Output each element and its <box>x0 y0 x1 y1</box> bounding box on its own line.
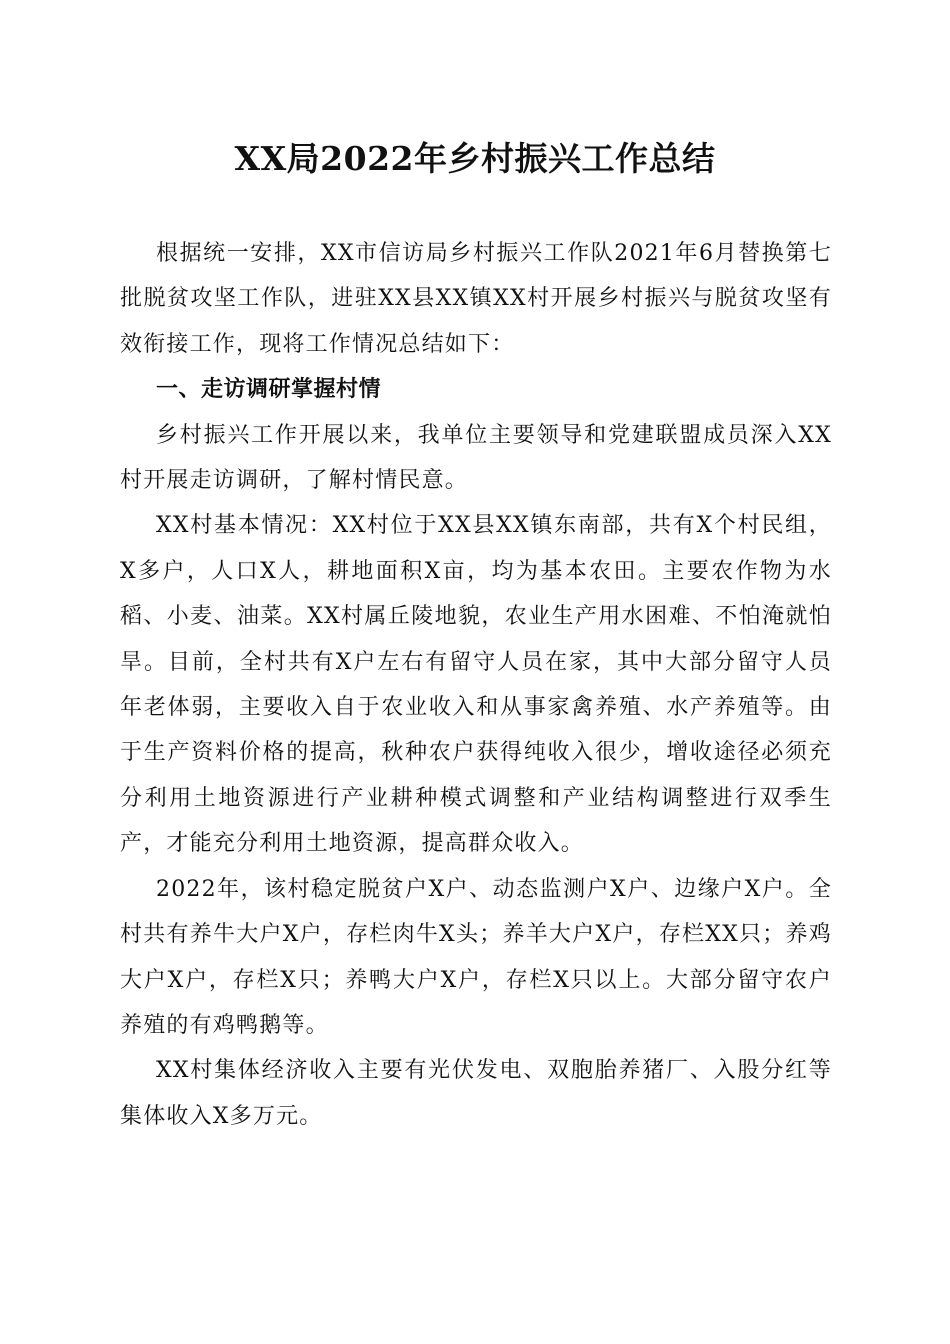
body-paragraph: XX村基本情况：XX村位于XX县XX镇东南部，共有X个村民组，X多户，人口X人，耕地面积X亩，均为基本农田。主要农作物为水稻、小麦、油菜。XX村属丘陵地貌，农业生产用水困难、不怕淹就怕旱。目前，全村共有X户左右有留守人员在家，其中大部分留守人员年老体弱，主要收入自于农业收入和从事家禽养殖、水产养殖等。由于生产资料价格的提高，秋种农户获得纯收入很少，增收途径必须充分利用土地资源进行产业耕种模式调整和产业结构调整进行双季生产，才能充分利用土地资源，提高群众收入。 <box>120 513 832 857</box>
intro-paragraph: 根据统一安排，XX市信访局乡村振兴工作队2021年6月替换第七批脱贫攻坚工作队，进驻XX县XX镇XX村开展乡村振兴与脱贫攻坚有效衔接工作，现将工作情况总结如下： <box>120 241 832 357</box>
body-paragraph: 乡村振兴工作开展以来，我单位主要领导和党建联盟成员深入XX村开展走访调研，了解村情民意。 <box>120 422 832 494</box>
body-paragraph: XX村集体经济收入主要有光伏发电、双胞胎养猪厂、入股分红等集体收入X多万元。 <box>120 1058 832 1129</box>
document-title: XX局2022年乡村振兴工作总结 <box>234 139 716 178</box>
body-paragraph: 2022年，该村稳定脱贫户X户、动态监测户X户、边缘户X户。全村共有养牛大户X户，存栏肉牛X头；养羊大户X户，存栏XX只；养鸡大户X户，存栏X只；养鸭大户X户，存栏X只以上。大部分留守农户养殖的有鸡鸭鹅等。 <box>120 876 832 1038</box>
section-heading: 一、走访调研掌握村情 <box>156 377 382 403</box>
document-body <box>120 231 832 1139</box>
